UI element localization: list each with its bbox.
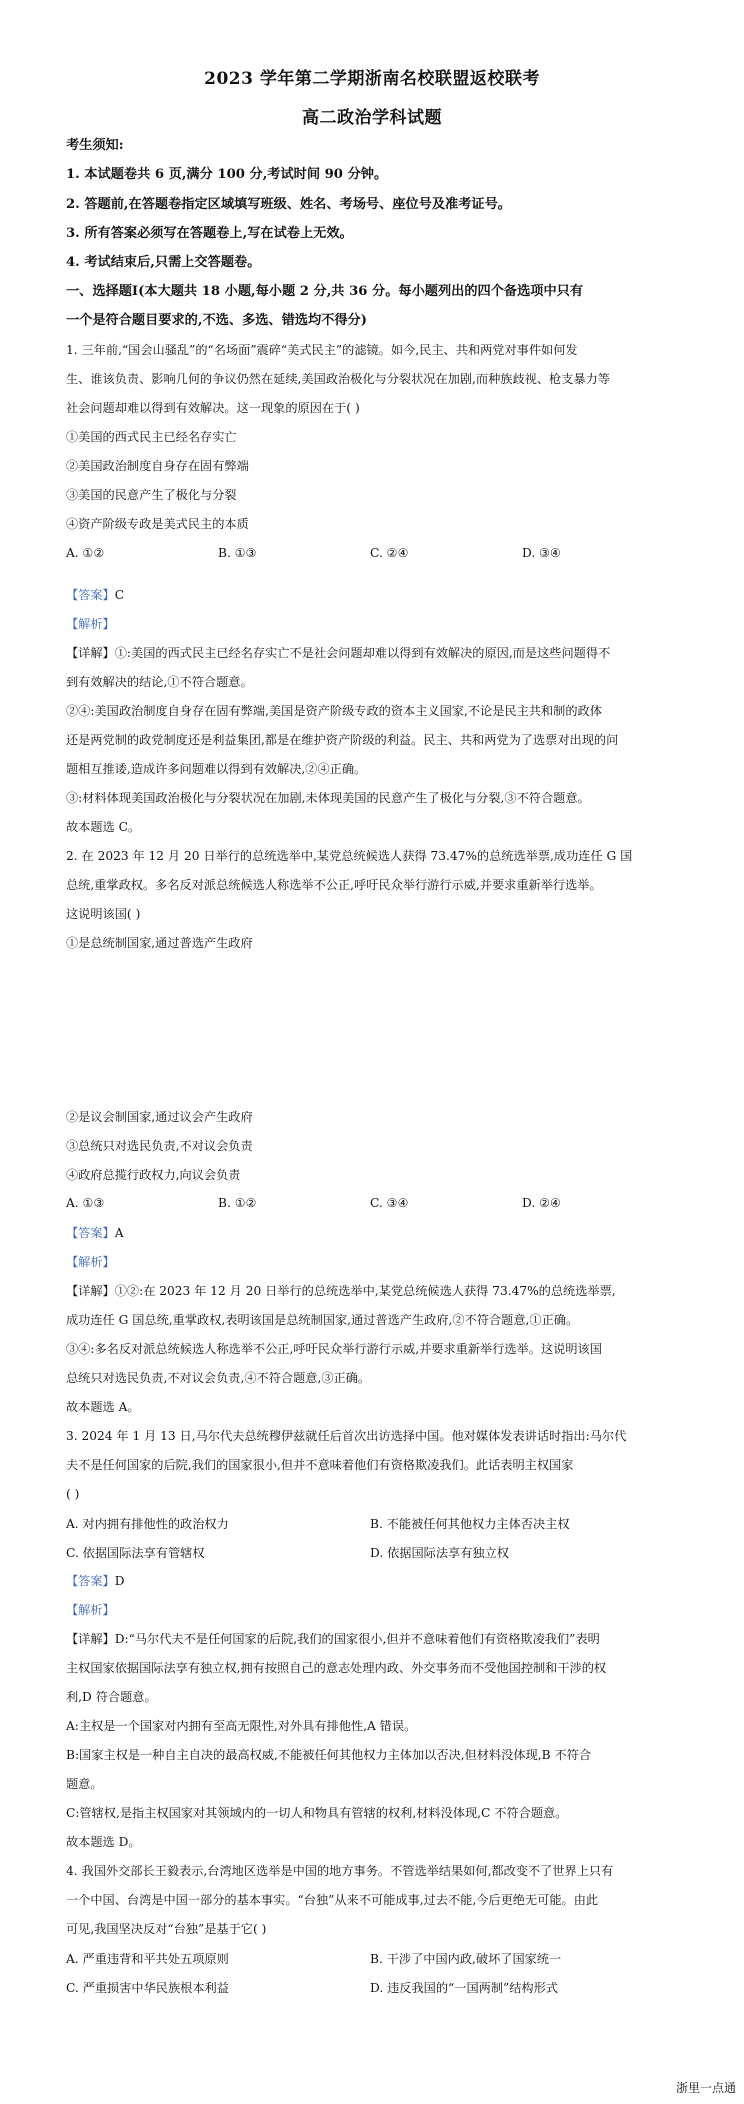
exam-subtitle: 高二政治学科试题 (302, 108, 442, 128)
q1-option-b: B. ①③ (218, 546, 257, 560)
q3-detail-line: C:管辖权,是指主权国家对其领域内的一切人和物具有管辖的权利,材料没体现,C 不符合题意。 (66, 1806, 568, 1820)
q3-detail-line: 题意。 (66, 1777, 103, 1791)
exam-title: 2023 学年第二学期浙南名校联盟返校联考 (204, 69, 540, 89)
q1-stem-line: 生、谁该负责、影响几何的争议仍然在延续,美国政治极化与分裂状况在加剧,而种族歧视、枪支暴力等 (66, 372, 610, 386)
q4-option-b: B. 干涉了中国内政,破坏了国家统一 (370, 1952, 562, 1966)
q2-option-b: B. ①② (218, 1196, 257, 1210)
notice-heading: 考生须知: (66, 138, 124, 153)
q3-option-c: C. 依据国际法享有管辖权 (66, 1546, 205, 1560)
answer-tag: 【答案】 (66, 588, 115, 602)
q3-stem-line: 3. 2024 年 1 月 13 日,马尔代夫总统穆伊兹就任后首次出访选择中国。他对媒体发表讲话时指出:马尔代 (66, 1429, 627, 1443)
q4-option-a: A. 严重违背和平共处五项原则 (66, 1952, 229, 1966)
q2-option-a: A. ①③ (66, 1196, 105, 1210)
q2-detail-line: 故本题选 A。 (66, 1400, 140, 1414)
notice-item: 1. 本试题卷共 6 页,满分 100 分,考试时间 90 分钟。 (66, 167, 388, 182)
q1-option-c: C. ②④ (370, 546, 409, 560)
q3-detail-line: A:主权是一个国家对内拥有至高无限性,对外具有排他性,A 错误。 (66, 1719, 417, 1733)
q1-detail-line: ③:材料体现美国政治极化与分裂状况在加剧,未体现美国的民意产生了极化与分裂,③不符合题意。 (66, 791, 590, 805)
q1-option-a: A. ①② (66, 546, 105, 560)
q2-statement: ③总统只对选民负责,不对议会负责 (66, 1139, 253, 1153)
q1-stem-line: 1. 三年前,“国会山骚乱”的“名场面”震碎“美式民主”的滤镜。如今,民主、共和两党对事件如何发 (66, 343, 578, 357)
answer-tag: 【答案】 (66, 1574, 115, 1588)
q2-analysis-tag: 【解析】 (66, 1255, 115, 1269)
q4-stem-line: 一个中国、台湾是中国一部分的基本事实。“台独”从来不可能成事,过去不能,今后更绝无可能。由此 (66, 1893, 599, 1907)
q2-statement: ①是总统制国家,通过普选产生政府 (66, 936, 253, 950)
q3-detail-line: 主权国家依据国际法享有独立权,拥有按照自己的意志处理内政、外交事务而不受他国控制和干涉的权 (66, 1661, 607, 1675)
section-heading-cont: 一个是符合题目要求的,不选、多选、错选均不得分) (66, 313, 367, 328)
q2-statement: ④政府总揽行政权力,向议会负责 (66, 1168, 241, 1182)
q2-detail-line: 总统只对选民负责,不对议会负责,④不符合题意,③正确。 (66, 1371, 371, 1385)
q2-detail-line: ③④:多名反对派总统候选人称选举不公正,呼吁民众举行游行示威,并要求重新举行选举。这说明该国 (66, 1342, 602, 1356)
q3-detail-line: 【详解】D:“马尔代夫不是任何国家的后院,我们的国家很小,但并不意味着他们有资格欺凌我们”表明 (66, 1632, 600, 1646)
q2-detail-line: 【详解】①②:在 2023 年 12 月 20 日举行的总统选举中,某党总统候选人获得 73.47%的总统选举票, (66, 1284, 616, 1298)
q2-stem-line: 2. 在 2023 年 12 月 20 日举行的总统选举中,某党总统候选人获得 73.47%的总统选举票,成功连任 G 国 (66, 849, 633, 863)
q1-detail-line: 题相互推诿,造成许多问题难以得到有效解决,②④正确。 (66, 762, 367, 776)
q2-stem-line: 这说明该国( ) (66, 907, 141, 921)
q1-statement: ③美国的民意产生了极化与分裂 (66, 488, 237, 502)
q2-option-c: C. ③④ (370, 1196, 409, 1210)
q2-detail-line: 成功连任 G 国总统,重掌政权,表明该国是总统制国家,通过普选产生政府,②不符合题意,①正确。 (66, 1313, 579, 1327)
q1-statement: ④资产阶级专政是美式民主的本质 (66, 517, 249, 531)
watermark-text: 浙里一点通 (675, 2081, 736, 2095)
answer-tag: 【答案】 (66, 1226, 115, 1240)
q3-answer (66, 1573, 686, 1589)
q3-detail-line: B:国家主权是一种自主自决的最高权威,不能被任何其他权力主体加以否决,但材料没体现,B 不符合 (66, 1748, 592, 1762)
q3-analysis-tag: 【解析】 (66, 1603, 115, 1617)
q1-detail-line: ②④:美国政治制度自身存在固有弊端,美国是资产阶级专政的资本主义国家,不论是民主共和制的政体 (66, 704, 602, 718)
notice-item: 3. 所有答案必须写在答题卷上,写在试卷上无效。 (66, 226, 353, 241)
q4-stem-line: 4. 我国外交部长王毅表示,台湾地区选举是中国的地方事务。不管选举结果如何,都改变不了世界上只有 (66, 1864, 614, 1878)
q1-detail-line: 还是两党制的政党制度还是利益集团,都是在维护资产阶级的利益。民主、共和两党为了选票对出现的问 (66, 733, 619, 747)
q1-stem-line: 社会问题却难以得到有效解决。这一现象的原因在于( ) (66, 401, 360, 415)
q2-stem-line: 总统,重掌政权。多名反对派总统候选人称选举不公正,呼吁民众举行游行示威,并要求重新举行选举。 (66, 878, 602, 892)
q3-answer-value: D (114, 1574, 125, 1588)
notice-item: 2. 答题前,在答题卷指定区域填写班级、姓名、考场号、座位号及准考证号。 (66, 197, 511, 212)
q2-option-d: D. ②④ (522, 1196, 561, 1210)
q4-stem-line: 可见,我国坚决反对“台独”是基于它( ) (66, 1922, 267, 1936)
q1-analysis-tag: 【解析】 (66, 617, 115, 631)
q1-detail-line: 故本题选 C。 (66, 820, 141, 834)
q3-detail-line: 故本题选 D。 (66, 1835, 141, 1849)
q1-option-d: D. ③④ (522, 546, 561, 560)
q1-statement: ①美国的西式民主已经名存实亡 (66, 430, 237, 444)
q1-statement: ②美国政治制度自身存在固有弊端 (66, 459, 249, 473)
q3-option-d: D. 依据国际法享有独立权 (370, 1546, 509, 1560)
q1-answer (66, 587, 686, 603)
q3-stem-line: 夫不是任何国家的后院,我们的国家很小,但并不意味着他们有资格欺凌我们。此话表明主权国家 (66, 1458, 574, 1472)
section-heading: 一、选择题Ⅰ(本大题共 18 小题,每小题 2 分,共 36 分。每小题列出的四个备选项中只有 (66, 284, 584, 299)
q4-option-c: C. 严重损害中华民族根本利益 (66, 1981, 229, 1995)
q1-detail-line: 到有效解决的结论,①不符合题意。 (66, 675, 253, 689)
q2-answer-value: A (114, 1226, 124, 1240)
q2-statement: ②是议会制国家,通过议会产生政府 (66, 1110, 253, 1124)
q1-detail-line: 【详解】①:美国的西式民主已经名存实亡不是社会问题却难以得到有效解决的原因,而是这些问题得不 (66, 646, 611, 660)
q2-answer (66, 1225, 686, 1241)
q3-detail-line: 利,D 符合题意。 (66, 1690, 157, 1704)
q3-stem-line: ( ) (66, 1487, 80, 1501)
q3-option-a: A. 对内拥有排他性的政治权力 (66, 1517, 229, 1531)
notice-item: 4. 考试结束后,只需上交答题卷。 (66, 255, 261, 270)
q1-answer-value: C (114, 588, 125, 602)
q3-option-b: B. 不能被任何其他权力主体否决主权 (370, 1517, 570, 1531)
q4-option-d: D. 违反我国的“一国两制”结构形式 (370, 1981, 558, 1995)
